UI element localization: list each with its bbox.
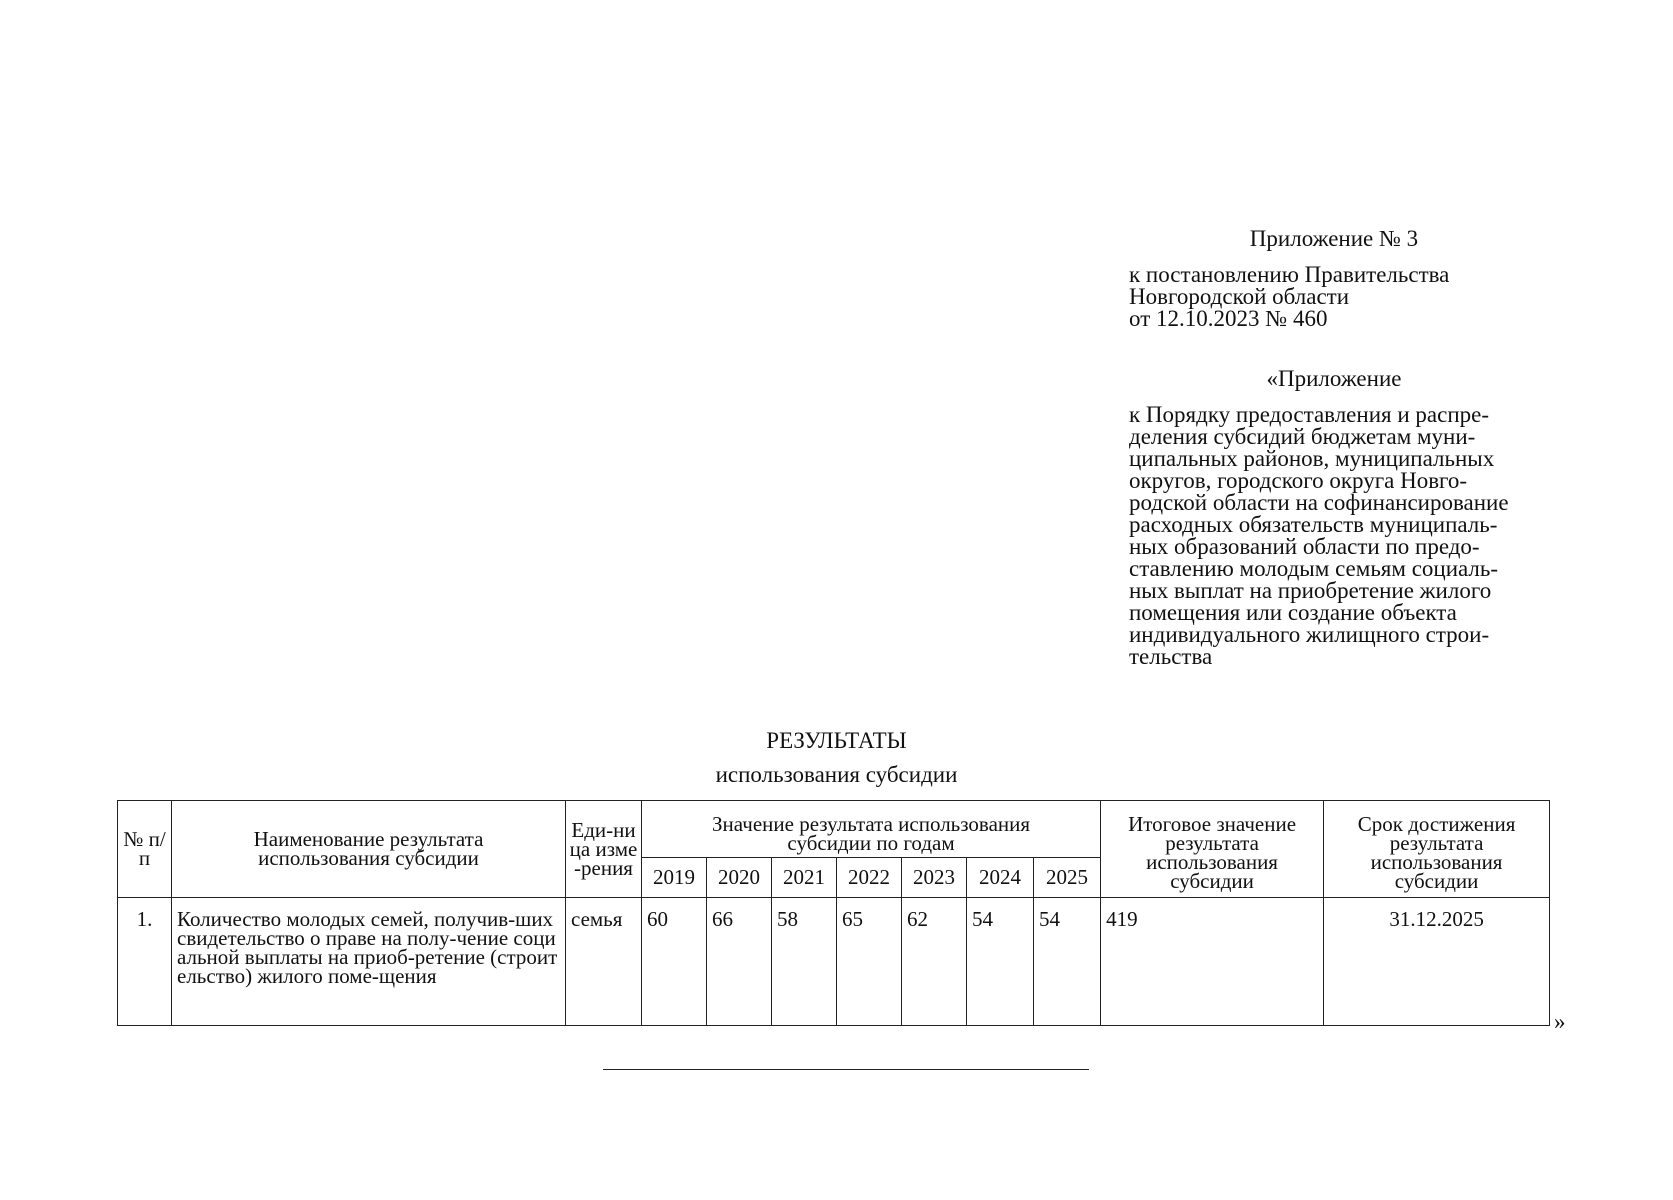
inner-appendix-line: ставлению молодым семьям социаль-	[1129, 556, 1499, 581]
row-value-2019: 60	[642, 898, 707, 1026]
inner-appendix-line: ных образований области по предо-	[1129, 534, 1480, 559]
row-deadline: 31.12.2025	[1324, 898, 1550, 1026]
inner-appendix-line: расходных обязательств муниципаль-	[1129, 512, 1498, 537]
row-name: Количество молодых семей, получив-ших свидетельство о праве на полу-чение социальной выплаты на приоб-ретение (строительство) жилого поме-щения	[172, 898, 566, 1026]
row-unit: семья	[566, 898, 642, 1026]
document-subtitle: использования субсидии	[715, 762, 958, 787]
row-value-2023: 62	[902, 898, 967, 1026]
results-table	[117, 800, 1550, 1026]
header-name: Наименование результата использования субсидии	[172, 801, 566, 898]
row-value-2022: 65	[837, 898, 902, 1026]
inner-appendix-line: ципальных районов, муниципальных	[1129, 446, 1495, 471]
footer-rule	[603, 1069, 1089, 1070]
appendix-line: от 12.10.2023 № 460	[1129, 306, 1328, 331]
row-total: 419	[1101, 898, 1324, 1026]
header-values-by-year: Значение результата использования субсидии по годам	[642, 801, 1101, 858]
header-year: 2023	[902, 858, 967, 898]
table-header-row	[118, 801, 1550, 858]
header-unit: Еди-ница изме-рения	[566, 801, 642, 898]
appendix-reference	[1129, 264, 1559, 330]
inner-appendix-line: тельства	[1129, 644, 1213, 669]
inner-appendix-line: округов, городского округа Новго-	[1129, 468, 1468, 493]
appendix-heading: Приложение № 3	[1249, 226, 1419, 251]
document-title: РЕЗУЛЬТАТЫ	[766, 728, 907, 753]
header-total: Итоговое значение результата использования субсидии	[1101, 801, 1324, 898]
header-year: 2022	[837, 858, 902, 898]
inner-appendix-heading: «Приложение	[1266, 366, 1402, 391]
inner-appendix-line: ных выплат на приобретение жилого	[1129, 578, 1492, 603]
inner-appendix-line: помещения или создание объекта	[1129, 600, 1457, 625]
inner-appendix-reference	[1129, 404, 1559, 668]
row-value-2020: 66	[707, 898, 772, 1026]
header-year: 2025	[1034, 858, 1101, 898]
inner-appendix-line: индивидуального жилищного строи-	[1129, 622, 1490, 647]
header-num: № п/п	[118, 801, 172, 898]
header-deadline: Срок достижения результата использования субсидии	[1324, 801, 1550, 898]
closing-quote: »	[1554, 1009, 1566, 1034]
header-year: 2021	[772, 858, 837, 898]
header-year: 2024	[967, 858, 1034, 898]
appendix-line: к постановлению Правительства	[1129, 262, 1450, 287]
inner-appendix-line: к Порядку предоставления и распре-	[1129, 402, 1489, 427]
row-value-2024: 54	[967, 898, 1034, 1026]
row-value-2021: 58	[772, 898, 837, 1026]
inner-appendix-line: деления субсидий бюджетам муни-	[1129, 424, 1476, 449]
row-value-2025: 54	[1034, 898, 1101, 1026]
header-year: 2019	[642, 858, 707, 898]
appendix-line: Новгородской области	[1129, 284, 1350, 309]
row-num: 1.	[118, 898, 172, 1026]
header-year: 2020	[707, 858, 772, 898]
table-row	[118, 898, 1550, 1026]
inner-appendix-line: родской области на софинансирование	[1129, 490, 1509, 515]
